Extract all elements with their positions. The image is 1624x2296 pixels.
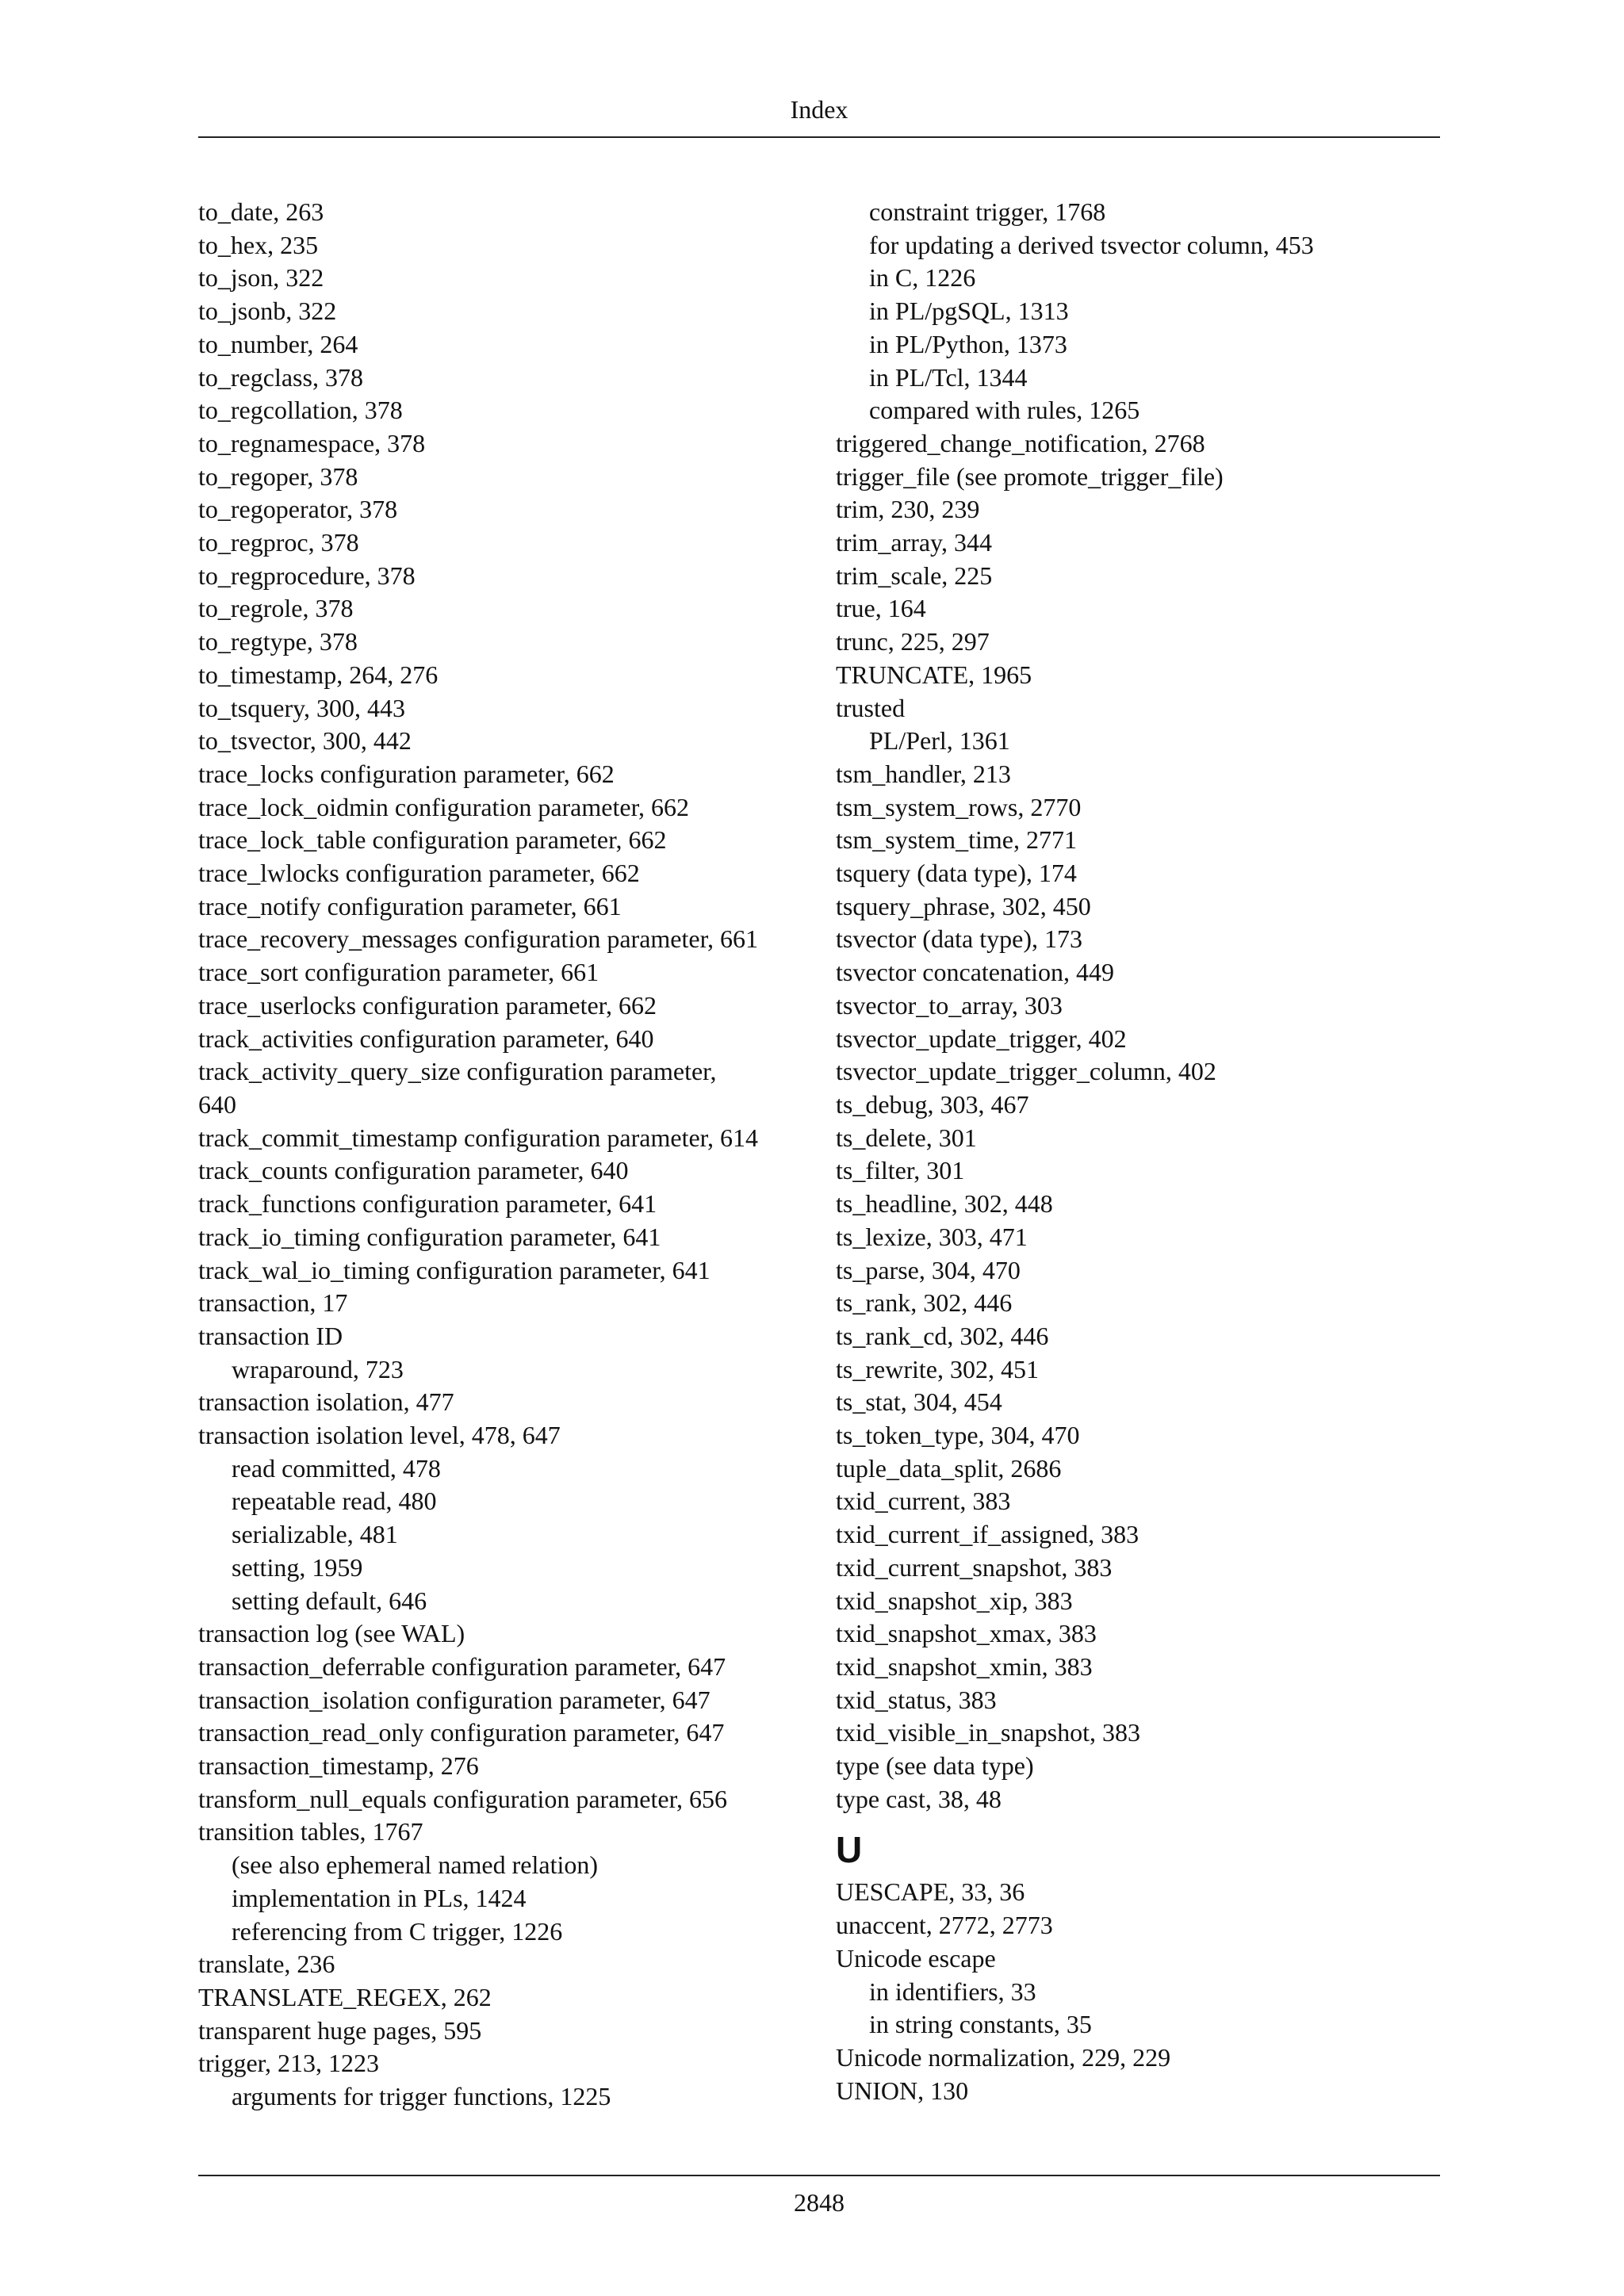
index-entry: to_json, 322	[198, 263, 324, 293]
index-entry: to_timestamp, 264, 276	[198, 660, 439, 689]
index-entry: transition tables, 1767	[198, 1817, 423, 1846]
index-subentry: PL/Perl, 1361	[869, 726, 1010, 756]
index-entry: to_tsquery, 300, 443	[198, 693, 406, 722]
index-entry: trace_lock_table configuration parameter, 662	[198, 825, 667, 855]
page-number: 2848	[794, 2188, 845, 2217]
index-subentry: arguments for trigger functions, 1225	[232, 2082, 611, 2111]
index-subentry: (see also ephemeral named relation)	[232, 1850, 598, 1880]
index-entry: trace_lwlocks configuration parameter, 662	[198, 859, 640, 888]
index-entry: trim, 230, 239	[836, 495, 980, 524]
index-entry: tsvector_update_trigger_column, 402	[836, 1057, 1216, 1086]
index-entry: ts_lexize, 303, 471	[836, 1222, 1028, 1251]
index-subentry: in identifiers, 33	[869, 1976, 1036, 2006]
index-subentry: in string constants, 35	[869, 2010, 1092, 2039]
index-entry: tsm_system_rows, 2770	[836, 792, 1082, 821]
index-entry: trigger, 213, 1223	[198, 2049, 380, 2078]
index-entry: Unicode normalization, 229, 229	[836, 2042, 1171, 2072]
index-entry: to_tsvector, 300, 442	[198, 726, 412, 756]
index-entry: TRANSLATE_REGEX, 262	[198, 1982, 492, 2011]
index-entry: track_activities configuration parameter, 640	[198, 1024, 654, 1053]
index-entry: trim_array, 344	[836, 528, 992, 557]
index-entry: to_regnamespace, 378	[198, 428, 426, 457]
index-entry: transaction, 17	[198, 1288, 348, 1318]
index-subentry: in PL/pgSQL, 1313	[869, 297, 1069, 326]
index-entry: UESCAPE, 33, 36	[836, 1877, 1025, 1907]
index-entry: tsvector_to_array, 303	[836, 990, 1063, 1020]
index-entry: trace_lock_oidmin configuration parameter, 662	[198, 792, 689, 821]
index-entry: txid_snapshot_xmax, 383	[836, 1619, 1097, 1648]
index-entry: track_io_timing configuration parameter, 641	[198, 1222, 661, 1251]
index-entry: type (see data type)	[836, 1751, 1034, 1781]
index-entry: ts_token_type, 304, 470	[836, 1421, 1080, 1450]
index-column-right	[836, 196, 1440, 2107]
index-entry: to_number, 264	[198, 329, 358, 358]
index-entry: tsvector_update_trigger, 402	[836, 1024, 1127, 1053]
index-subentry: repeatable read, 480	[232, 1487, 437, 1516]
index-entry: txid_snapshot_xmin, 383	[836, 1651, 1093, 1681]
index-entry: trace_sort configuration parameter, 661	[198, 958, 599, 987]
index-subentry: setting, 1959	[232, 1552, 363, 1582]
index-subentry: referencing from C trigger, 1226	[232, 1916, 563, 1946]
index-entry: track_commit_timestamp configuration parameter, 614	[198, 1123, 759, 1152]
index-entry: ts_delete, 301	[836, 1123, 977, 1152]
index-entry: UNION, 130	[836, 2076, 969, 2105]
index-entry: 640	[198, 1089, 236, 1119]
index-entry: transaction_read_only configuration parameter, 647	[198, 1718, 725, 1747]
index-subentry: in PL/Python, 1373	[869, 329, 1067, 358]
index-entry: track_functions configuration parameter, 641	[198, 1189, 657, 1219]
index-entry: track_activity_query_size configuration parameter,	[198, 1057, 717, 1086]
index-entry: trace_locks configuration parameter, 662	[198, 759, 615, 788]
index-entry: transaction_deferrable configuration parameter, 647	[198, 1651, 726, 1681]
index-entry: transaction isolation, 477	[198, 1387, 454, 1417]
index-entry: ts_debug, 303, 467	[836, 1089, 1029, 1119]
index-entry: ts_rank, 302, 446	[836, 1288, 1013, 1318]
index-subentry: compared with rules, 1265	[869, 396, 1140, 425]
index-entry: trace_userlocks configuration parameter, 662	[198, 990, 657, 1020]
index-entry: tuple_data_split, 2686	[836, 1453, 1062, 1483]
index-entry: to_jsonb, 322	[198, 297, 337, 326]
index-entry: transaction log (see WAL)	[198, 1619, 465, 1648]
index-entry: track_counts configuration parameter, 640	[198, 1156, 629, 1185]
index-entry: to_regproc, 378	[198, 528, 359, 557]
index-entry: tsvector concatenation, 449	[836, 958, 1114, 987]
index-subentry: in PL/Tcl, 1344	[869, 362, 1028, 392]
index-entry: track_wal_io_timing configuration parameter, 641	[198, 1255, 710, 1284]
index-entry: txid_status, 383	[836, 1685, 997, 1714]
index-entry: txid_current_snapshot, 383	[836, 1552, 1113, 1582]
index-entry: triggered_change_notification, 2768	[836, 428, 1205, 457]
index-entry: to_date, 263	[198, 197, 324, 226]
index-entry: to_regoper, 378	[198, 461, 358, 491]
index-entry: txid_current, 383	[836, 1487, 1011, 1516]
index-entry: ts_headline, 302, 448	[836, 1189, 1053, 1219]
index-entry: to_regcollation, 378	[198, 396, 403, 425]
index-entry: tsquery (data type), 174	[836, 859, 1077, 888]
index-entry: tsvector (data type), 173	[836, 924, 1082, 954]
index-entry: ts_filter, 301	[836, 1156, 965, 1185]
index-entry: to_regprocedure, 378	[198, 561, 416, 590]
index-entry: transaction_timestamp, 276	[198, 1751, 479, 1781]
index-entry: txid_visible_in_snapshot, 383	[836, 1718, 1140, 1747]
index-entry: trace_notify configuration parameter, 661	[198, 891, 622, 920]
index-entry: trusted	[836, 693, 906, 722]
index-entry: txid_snapshot_xip, 383	[836, 1586, 1073, 1615]
index-entry: txid_current_if_assigned, 383	[836, 1520, 1139, 1549]
index-subentry: serializable, 481	[232, 1520, 398, 1549]
index-entry: transparent huge pages, 595	[198, 2015, 482, 2045]
index-entry: to_regrole, 378	[198, 594, 354, 623]
index-letter-heading: U	[836, 1829, 863, 1871]
index-entry: transaction isolation level, 478, 647	[198, 1421, 561, 1450]
index-entry: Unicode escape	[836, 1943, 996, 1973]
index-entry: tsquery_phrase, 302, 450	[836, 891, 1091, 920]
index-subentry: wraparound, 723	[232, 1354, 404, 1383]
index-entry: translate, 236	[198, 1950, 335, 1979]
index-column-left	[198, 196, 802, 2114]
footer-rule	[198, 2175, 1440, 2176]
index-entry: trim_scale, 225	[836, 561, 993, 590]
index-entry: ts_rank_cd, 302, 446	[836, 1321, 1049, 1350]
index-subentry: read committed, 478	[232, 1453, 441, 1483]
index-entry: type cast, 38, 48	[836, 1784, 1002, 1813]
index-entry: trigger_file (see promote_trigger_file)	[836, 461, 1224, 491]
index-subentry: implementation in PLs, 1424	[232, 1883, 527, 1912]
index-entry: transform_null_equals configuration parameter, 656	[198, 1784, 727, 1813]
index-entry: to_hex, 235	[198, 230, 319, 259]
index-entry: true, 164	[836, 594, 926, 623]
index-entry: to_regclass, 378	[198, 362, 363, 392]
index-entry: trace_recovery_messages configuration parameter, 661	[198, 924, 758, 954]
index-subentry: setting default, 646	[232, 1586, 427, 1615]
index-entry: tsm_handler, 213	[836, 759, 1011, 788]
index-entry: transaction ID	[198, 1321, 343, 1350]
index-entry: to_regoperator, 378	[198, 495, 398, 524]
index-entry: TRUNCATE, 1965	[836, 660, 1032, 689]
running-head-title: Index	[790, 95, 848, 124]
index-entry: to_regtype, 378	[198, 627, 358, 656]
index-entry: trunc, 225, 297	[836, 627, 990, 656]
index-entry: tsm_system_time, 2771	[836, 825, 1077, 855]
index-subentry: in C, 1226	[869, 263, 976, 293]
index-subentry: for updating a derived tsvector column, 453	[869, 230, 1314, 259]
index-subentry: constraint trigger, 1768	[869, 197, 1106, 226]
index-entry: transaction_isolation configuration parameter, 647	[198, 1685, 710, 1714]
index-entry: ts_rewrite, 302, 451	[836, 1354, 1039, 1383]
index-entry: ts_parse, 304, 470	[836, 1255, 1021, 1284]
index-entry: unaccent, 2772, 2773	[836, 1911, 1053, 1940]
index-entry: ts_stat, 304, 454	[836, 1387, 1002, 1417]
header-rule	[198, 136, 1440, 138]
